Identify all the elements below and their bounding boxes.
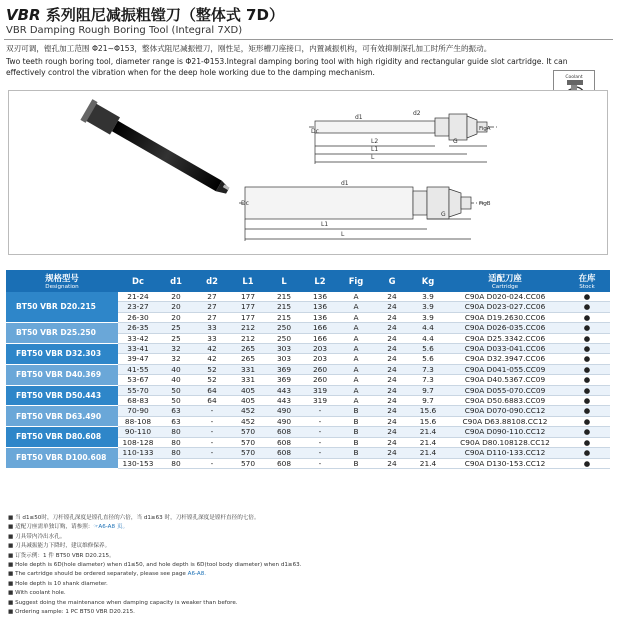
table-cell: 50	[158, 396, 194, 406]
spec-table	[6, 270, 610, 469]
table-cell: 570	[230, 448, 266, 458]
table-row	[6, 448, 610, 458]
table-cell: 24	[374, 437, 410, 447]
fig-b-drawing	[239, 187, 489, 241]
table-row	[6, 406, 610, 416]
table-cell: -	[194, 458, 230, 468]
table-cell: 24	[374, 302, 410, 312]
table-cell: 27	[194, 292, 230, 302]
table-cell: 80	[158, 427, 194, 437]
designation-cell: FBT50 VBR D40.369	[6, 364, 118, 385]
stock-indicator: ●	[564, 312, 610, 322]
table-cell: -	[302, 427, 338, 437]
fig-a-dim-l1: L1	[371, 146, 379, 153]
title-divider	[4, 39, 613, 40]
table-cell: 63	[158, 416, 194, 426]
table-cell: C90A D033-041.CC06	[446, 344, 564, 354]
table-cell: 20	[158, 292, 194, 302]
table-cell: 265	[230, 344, 266, 354]
page-title	[6, 4, 284, 25]
table-cell: C90A D070-090.CC12	[446, 406, 564, 416]
table-cell: 24	[374, 292, 410, 302]
table-cell: 80	[158, 458, 194, 468]
table-cell: 80	[158, 448, 194, 458]
note-line: ■ The cartridge should be ordered separately, please see page A6-A8.	[8, 571, 207, 578]
table-cell: 53-67	[118, 375, 158, 385]
table-header-row	[6, 270, 610, 292]
table-cell: 24	[374, 416, 410, 426]
table-row	[6, 427, 610, 437]
table-cell: 40	[158, 364, 194, 374]
table-cell: 24	[374, 333, 410, 343]
table-cell: 32	[158, 344, 194, 354]
description-cn: 双刃可调，镗孔加工范围 Φ21~Φ153，整体式阻尼减振镗刀，刚性足，矩形槽刀座接口，内置减振机构，可有效抑制深孔加工时所产生的振动。	[6, 44, 492, 53]
note-line: ■ 刀具带内冷出水孔。	[8, 533, 66, 540]
table-cell: C90A D090-110.CC12	[446, 427, 564, 437]
table-cell: 27	[194, 312, 230, 322]
table-cell: 39-47	[118, 354, 158, 364]
stock-indicator: ●	[564, 458, 610, 468]
table-cell: 203	[302, 354, 338, 364]
table-cell: 24	[374, 312, 410, 322]
fig-b-dim-g: G	[441, 211, 446, 218]
designation-cell: BT50 VBR D20.215	[6, 292, 118, 323]
fig-a-dim-dc: Dc	[311, 128, 319, 135]
table-cell: -	[302, 406, 338, 416]
table-cell: 26-30	[118, 312, 158, 322]
table-cell: 24	[374, 364, 410, 374]
table-cell: 41-55	[118, 364, 158, 374]
table-cell: C90A D40.5367.CC09	[446, 375, 564, 385]
table-cell: 24	[374, 375, 410, 385]
table-cell: 4.4	[410, 323, 446, 333]
stock-indicator: ●	[564, 354, 610, 364]
table-cell: 15.6	[410, 416, 446, 426]
table-cell: 3.9	[410, 302, 446, 312]
table-row	[6, 385, 610, 395]
table-cell: 452	[230, 406, 266, 416]
description-en-2: effectively control the vibration when for the deep hole working due to the damping mechanism.	[6, 68, 375, 77]
note-line: ■ 适配刀座需单独订购，请参照：☞A6-A8 页。	[8, 524, 129, 531]
table-cell: 33	[194, 323, 230, 333]
table-cell: 32	[158, 354, 194, 364]
table-cell: 21.4	[410, 458, 446, 468]
column-header: L	[266, 270, 302, 292]
table-cell: 443	[266, 385, 302, 395]
table-cell: 68-83	[118, 396, 158, 406]
designation-cell: FBT50 VBR D50.443	[6, 385, 118, 406]
table-cell: 90-110	[118, 427, 158, 437]
table-cell: 33-42	[118, 333, 158, 343]
page-link-en[interactable]: A6-A8.	[187, 571, 207, 578]
table-cell: A	[338, 312, 374, 322]
table-cell: 405	[230, 396, 266, 406]
stock-indicator: ●	[564, 437, 610, 447]
note-line: ■ 订货示例：1 件 BT50 VBR D20.215。	[8, 552, 115, 559]
table-cell: 3.9	[410, 292, 446, 302]
table-cell: C90A D63.88108.CC12	[446, 416, 564, 426]
table-cell: 490	[266, 416, 302, 426]
table-cell: 24	[374, 396, 410, 406]
table-cell: 24	[374, 323, 410, 333]
table-cell: 40	[158, 375, 194, 385]
fig-b-dim-d1: d1	[341, 180, 349, 187]
table-cell: -	[194, 416, 230, 426]
table-cell: 490	[266, 406, 302, 416]
table-cell: 7.3	[410, 364, 446, 374]
table-cell: A	[338, 323, 374, 333]
stock-indicator: ●	[564, 448, 610, 458]
table-cell: -	[302, 416, 338, 426]
table-cell: 5.6	[410, 354, 446, 364]
table-cell: 24	[374, 385, 410, 395]
table-cell: 443	[266, 396, 302, 406]
table-cell: 215	[266, 292, 302, 302]
table-cell: 570	[230, 427, 266, 437]
table-cell: 405	[230, 385, 266, 395]
fig-a-dim-g: G	[453, 138, 458, 145]
designation-cell: FBT50 VBR D32.303	[6, 344, 118, 365]
page-link[interactable]: ☞A6-A8 页。	[93, 524, 129, 531]
table-cell: A	[338, 333, 374, 343]
table-cell: C90A D023-027.CC06	[446, 302, 564, 312]
table-cell: 52	[194, 364, 230, 374]
table-cell: 42	[194, 354, 230, 364]
table-cell: 136	[302, 292, 338, 302]
note-line: ■ Hole depth is 10 shank diameter.	[8, 580, 108, 587]
column-header: 规格型号 Designation	[6, 270, 118, 292]
table-cell: C90A D25.3342.CC06	[446, 333, 564, 343]
table-cell: 26-35	[118, 323, 158, 333]
table-cell: A	[338, 302, 374, 312]
table-cell: C90A D80.108128.CC12	[446, 437, 564, 447]
column-header: G	[374, 270, 410, 292]
page-subtitle: VBR Damping Rough Boring Tool (Integral 7XD)	[6, 25, 243, 36]
table-cell: -	[302, 458, 338, 468]
table-cell: 212	[230, 333, 266, 343]
fig-a-drawing	[309, 114, 499, 164]
note-line: ■ 刀具减振能力下降时，建议维修保养。	[8, 543, 111, 550]
table-cell: 15.6	[410, 406, 446, 416]
table-cell: 50	[158, 385, 194, 395]
description-en-1: Two teeth rough boring tool, diameter range is Φ21-Φ153.Integral damping boring tool with high rigidity and rectangular guide slot cartridge. It can	[6, 57, 568, 66]
table-cell: 63	[158, 406, 194, 416]
table-cell: 177	[230, 312, 266, 322]
table-cell: 42	[194, 344, 230, 354]
stock-indicator: ●	[564, 344, 610, 354]
table-cell: 21.4	[410, 437, 446, 447]
table-cell: A	[338, 396, 374, 406]
table-cell: 21.4	[410, 427, 446, 437]
fig-a-dim-l2: L2	[371, 138, 379, 145]
table-cell: 570	[230, 458, 266, 468]
table-cell: -	[194, 448, 230, 458]
table-row	[6, 292, 610, 302]
table-cell: 166	[302, 333, 338, 343]
column-header: d2	[194, 270, 230, 292]
fig-a-label: FigA	[479, 126, 491, 132]
table-cell: 215	[266, 302, 302, 312]
stock-indicator: ●	[564, 427, 610, 437]
table-cell: 55-70	[118, 385, 158, 395]
table-cell: A	[338, 354, 374, 364]
table-cell: 203	[302, 344, 338, 354]
table-cell: C90A D110-133.CC12	[446, 448, 564, 458]
designation-cell: FBT50 VBR D63.490	[6, 406, 118, 427]
column-header: Kg	[410, 270, 446, 292]
fig-a-dim-d2: d2	[413, 110, 421, 117]
table-cell: 608	[266, 427, 302, 437]
table-cell: 136	[302, 312, 338, 322]
table-cell: B	[338, 427, 374, 437]
table-cell: B	[338, 406, 374, 416]
fig-b-dim-l: L	[341, 231, 345, 238]
table-cell: 452	[230, 416, 266, 426]
table-cell: C90A D130-153.CC12	[446, 458, 564, 468]
table-cell: 9.7	[410, 396, 446, 406]
table-cell: 64	[194, 396, 230, 406]
table-cell: 88-108	[118, 416, 158, 426]
table-cell: A	[338, 292, 374, 302]
table-cell: 608	[266, 458, 302, 468]
table-cell: 136	[302, 302, 338, 312]
table-cell: 64	[194, 385, 230, 395]
table-cell: 7.3	[410, 375, 446, 385]
table-cell: 166	[302, 323, 338, 333]
stock-indicator: ●	[564, 323, 610, 333]
table-cell: C90A D32.3947.CC06	[446, 354, 564, 364]
table-cell: 24	[374, 344, 410, 354]
table-row	[6, 364, 610, 374]
table-cell: 20	[158, 312, 194, 322]
designation-cell: BT50 VBR D25.250	[6, 323, 118, 344]
table-cell: 369	[266, 364, 302, 374]
table-cell: 33-41	[118, 344, 158, 354]
table-cell: 260	[302, 364, 338, 374]
table-cell: B	[338, 448, 374, 458]
note-line: ■ Hole depth is 6D(hole diameter) when d1≤50, and hole depth is 6D(tool body diameter) when d1≥63.	[8, 562, 302, 569]
table-cell: 108-128	[118, 437, 158, 447]
table-cell: 570	[230, 437, 266, 447]
table-cell: 608	[266, 437, 302, 447]
table-cell: B	[338, 458, 374, 468]
table-cell: 80	[158, 437, 194, 447]
table-cell: 265	[230, 354, 266, 364]
table-cell: 319	[302, 385, 338, 395]
table-cell: 21.4	[410, 448, 446, 458]
stock-indicator: ●	[564, 375, 610, 385]
table-row	[6, 344, 610, 354]
column-header: Fig	[338, 270, 374, 292]
table-cell: 212	[230, 323, 266, 333]
table-cell: C90A D041-055.CC09	[446, 364, 564, 374]
table-cell: B	[338, 416, 374, 426]
column-header: Dc	[118, 270, 158, 292]
column-header: L2	[302, 270, 338, 292]
table-cell: C90A D50.6883.CC09	[446, 396, 564, 406]
fig-a-dim-l: L	[371, 154, 375, 161]
column-header: L1	[230, 270, 266, 292]
table-cell: 33	[194, 333, 230, 343]
table-cell: A	[338, 385, 374, 395]
table-cell: 52	[194, 375, 230, 385]
table-cell: 24	[374, 354, 410, 364]
table-cell: 215	[266, 312, 302, 322]
table-cell: C90A D026-035.CC06	[446, 323, 564, 333]
stock-indicator: ●	[564, 292, 610, 302]
table-cell: C90A D020-024.CC06	[446, 292, 564, 302]
column-header: 适配刀座 Cartridge	[446, 270, 564, 292]
table-cell: A	[338, 364, 374, 374]
table-cell: 319	[302, 396, 338, 406]
table-cell: 369	[266, 375, 302, 385]
stock-indicator: ●	[564, 406, 610, 416]
table-cell: 250	[266, 333, 302, 343]
table-cell: 25	[158, 333, 194, 343]
series-code: VBR	[6, 6, 41, 24]
title-cn-text: 系列阻尼减振粗镗刀（整体式 7D）	[45, 6, 284, 24]
table-cell: 24	[374, 406, 410, 416]
table-cell: 20	[158, 302, 194, 312]
table-cell: 25	[158, 323, 194, 333]
tool-drawing-panel	[8, 90, 608, 255]
notes-block	[8, 514, 302, 617]
table-cell: 303	[266, 354, 302, 364]
table-cell: 4.4	[410, 333, 446, 343]
stock-indicator: ●	[564, 385, 610, 395]
note-line: ■ Ordering sample: 1 PC BT50 VBR D20.215.	[8, 609, 135, 616]
table-cell: 177	[230, 292, 266, 302]
designation-cell: FBT50 VBR D100.608	[6, 448, 118, 469]
table-cell: -	[194, 427, 230, 437]
table-cell: 24	[374, 427, 410, 437]
table-cell: 9.7	[410, 385, 446, 395]
stock-indicator: ●	[564, 333, 610, 343]
table-cell: 24	[374, 458, 410, 468]
table-cell: -	[302, 448, 338, 458]
table-cell: -	[194, 406, 230, 416]
table-cell: 130-153	[118, 458, 158, 468]
table-cell: 5.6	[410, 344, 446, 354]
coolant-label: Coolant	[565, 75, 583, 80]
note-line: ■ Suggest doing the maintenance when damping capacity is weaker than before.	[8, 599, 238, 606]
fig-b-label: FigB	[479, 201, 491, 207]
table-cell: A	[338, 344, 374, 354]
stock-indicator: ●	[564, 396, 610, 406]
fig-b-dim-dc: Dc	[241, 200, 249, 207]
stock-indicator: ●	[564, 416, 610, 426]
page-link-icon: ☞	[93, 524, 99, 531]
table-cell: 3.9	[410, 312, 446, 322]
column-header: 在库 Stock	[564, 270, 610, 292]
column-header: d1	[158, 270, 194, 292]
fig-a-dim-d1: d1	[355, 114, 363, 121]
table-cell: 608	[266, 448, 302, 458]
table-cell: 177	[230, 302, 266, 312]
table-row	[6, 323, 610, 333]
table-cell: 250	[266, 323, 302, 333]
table-cell: C90A D055-070.CC09	[446, 385, 564, 395]
note-line: ■ 当 d1≤50时，刀杆镗孔深度是镗孔直径的六倍，当 d1≥63 时，刀杆镗孔深度是镗杆直径的七倍。	[8, 515, 260, 521]
tool-photo	[80, 99, 233, 201]
designation-cell: FBT50 VBR D80.608	[6, 427, 118, 448]
table-cell: 21-24	[118, 292, 158, 302]
table-cell: 27	[194, 302, 230, 312]
table-cell: 331	[230, 375, 266, 385]
table-cell: B	[338, 437, 374, 447]
table-cell: 24	[374, 448, 410, 458]
table-cell: A	[338, 375, 374, 385]
stock-indicator: ●	[564, 364, 610, 374]
table-cell: -	[194, 437, 230, 447]
table-cell: 331	[230, 364, 266, 374]
table-cell: C90A D19.2630.CC06	[446, 312, 564, 322]
table-body	[6, 292, 610, 468]
table-cell: 23-27	[118, 302, 158, 312]
table-cell: 260	[302, 375, 338, 385]
stock-indicator: ●	[564, 302, 610, 312]
table-cell: -	[302, 437, 338, 447]
table-cell: 70-90	[118, 406, 158, 416]
fig-b-dim-l1: L1	[321, 221, 329, 228]
table-cell: 110-133	[118, 448, 158, 458]
table-cell: 303	[266, 344, 302, 354]
note-line: ■ With coolant hole.	[8, 590, 66, 597]
